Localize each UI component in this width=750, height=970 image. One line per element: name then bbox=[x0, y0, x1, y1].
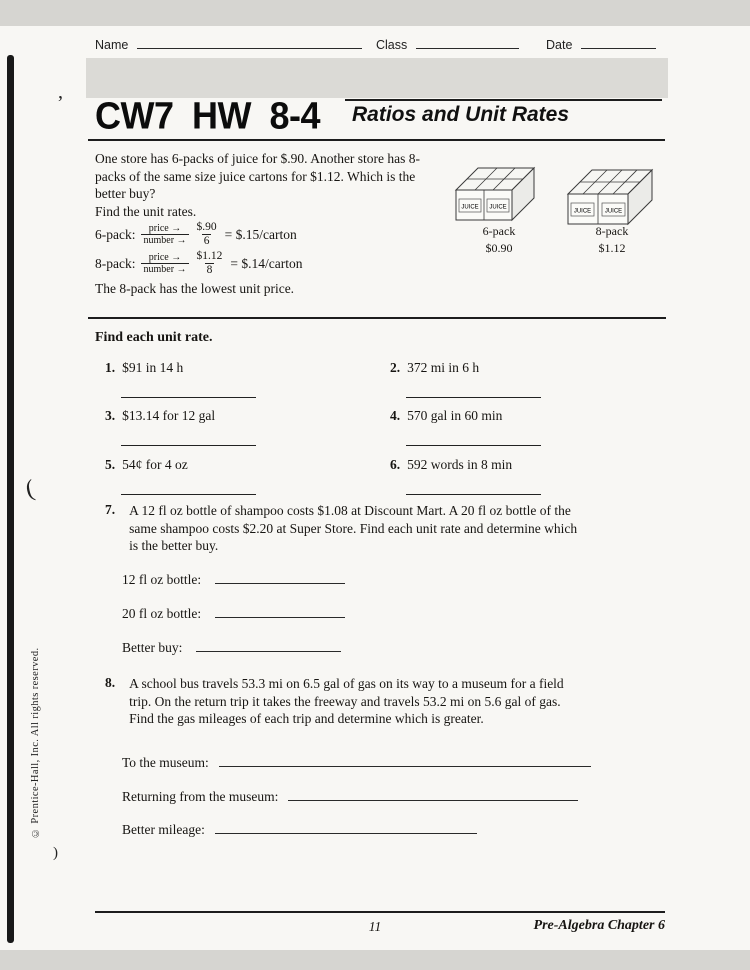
rate-word-fraction: $\frac{\text{price →}}{\text{number →}}$ bbox=[143, 222, 187, 247]
exercise-2: 2. 372 mi in 6 h bbox=[390, 360, 660, 398]
rate-result: = $.14/carton bbox=[230, 255, 303, 271]
name-field bbox=[95, 36, 362, 52]
name-blank bbox=[137, 36, 362, 49]
title-rule-bottom bbox=[88, 139, 665, 141]
rate-label: 6-pack: bbox=[95, 226, 136, 242]
worksheet-code: CW7 HW 8-4 bbox=[95, 94, 321, 138]
class-field bbox=[376, 36, 519, 52]
book-title: Pre-Algebra Chapter 6 bbox=[533, 918, 665, 933]
exercise-8: 8. A school bus travels 53.3 mi on 6.5 gal of gas on its way to a museum for a field trip. On the return trip it takes the freeway and travels 53.2 mi on 5.6 gal of gas. Find the gas mileages of each trip and determine which is greater. bbox=[105, 675, 564, 726]
section-heading: Find each unit rate. bbox=[95, 330, 213, 345]
exercise-5: 5. 54¢ for 4 oz bbox=[105, 457, 375, 495]
six-pack-illustration bbox=[450, 148, 550, 226]
example-problem-text: One store has 6-packs of juice for $.90. Another store has 8-packs of the same size juice cartons for $1.12. Which is the better buy? bbox=[95, 151, 421, 201]
class-label: Class bbox=[376, 38, 408, 52]
answer-blank-6 bbox=[406, 494, 541, 495]
blank-better-mileage: Better mileage: bbox=[122, 821, 477, 838]
page-number: 11 bbox=[368, 919, 382, 934]
title-shade-band bbox=[86, 58, 668, 98]
rate-number-fraction: $\frac{\$1.12}{8}$ bbox=[196, 250, 223, 277]
scan-mark: ) bbox=[53, 845, 58, 861]
eight-pack-illustration bbox=[562, 150, 670, 230]
date-blank bbox=[581, 36, 656, 49]
juice-label: JUICE bbox=[573, 208, 592, 215]
scan-top-band bbox=[0, 0, 750, 26]
eight-pack-caption: 8-pack $1.12 bbox=[595, 224, 629, 255]
rate-label: 8-pack: bbox=[95, 255, 136, 271]
rate-result: = $.15/carton bbox=[224, 226, 297, 242]
blank-returning: Returning from the museum: bbox=[122, 788, 578, 805]
unit-rate-8pack bbox=[95, 250, 303, 277]
scan-binding-edge bbox=[7, 55, 14, 943]
exercise-7: 7. A 12 fl oz bottle of shampoo costs $1.08 at Discount Mart. A 20 fl oz bottle of the same shampoo costs $2.20 at Super Store. Find each unit rate and determine which is the better buy. bbox=[105, 502, 578, 553]
blank-better-buy: Better buy: bbox=[122, 639, 341, 656]
footer-rule bbox=[95, 911, 665, 913]
exercise-4: 4. 570 gal in 60 min bbox=[390, 408, 660, 446]
blank-20floz: 20 fl oz bottle: bbox=[122, 605, 345, 622]
answer-blank-4 bbox=[406, 445, 541, 446]
answer-blank-5 bbox=[121, 494, 256, 495]
answer-blank-2 bbox=[406, 397, 541, 398]
exercise-1: 1. $91 in 14 h bbox=[105, 360, 375, 398]
date-field bbox=[546, 36, 656, 52]
juice-label: JUICE bbox=[489, 204, 507, 211]
scan-mark: ( bbox=[23, 475, 37, 503]
rate-word-fraction: $\frac{\text{price →}}{\text{number →}}$ bbox=[143, 251, 187, 276]
blank-12floz: 12 fl oz bottle: bbox=[122, 571, 345, 588]
exercise-6: 6. 592 words in 8 min bbox=[390, 457, 660, 495]
blank-to-museum: To the museum: bbox=[122, 754, 591, 771]
unit-rate-6pack bbox=[95, 221, 297, 248]
juice-label: JUICE bbox=[604, 208, 623, 215]
example-find-text: Find the unit rates. bbox=[95, 204, 197, 219]
name-label: Name bbox=[95, 38, 129, 52]
exercise-3: 3. $13.14 for 12 gal bbox=[105, 408, 375, 446]
worksheet-title: Ratios and Unit Rates bbox=[352, 103, 570, 126]
title-rule-top bbox=[345, 99, 662, 101]
answer-blank-1 bbox=[121, 397, 256, 398]
scan-bottom-band bbox=[0, 950, 750, 970]
section-divider bbox=[88, 317, 666, 319]
class-blank bbox=[416, 36, 519, 49]
juice-label: JUICE bbox=[461, 204, 479, 211]
answer-blank-3 bbox=[121, 445, 256, 446]
six-pack-caption: 6-pack $0.90 bbox=[482, 224, 516, 255]
date-label: Date bbox=[546, 38, 573, 52]
copyright-notice: © Prentice-Hall, Inc. All rights reserved. bbox=[30, 647, 41, 838]
example-conclusion: The 8-pack has the lowest unit price. bbox=[95, 281, 295, 296]
scan-mark: ’ bbox=[57, 92, 64, 114]
rate-number-fraction: $\frac{\$.90}{6}$ bbox=[196, 221, 217, 248]
